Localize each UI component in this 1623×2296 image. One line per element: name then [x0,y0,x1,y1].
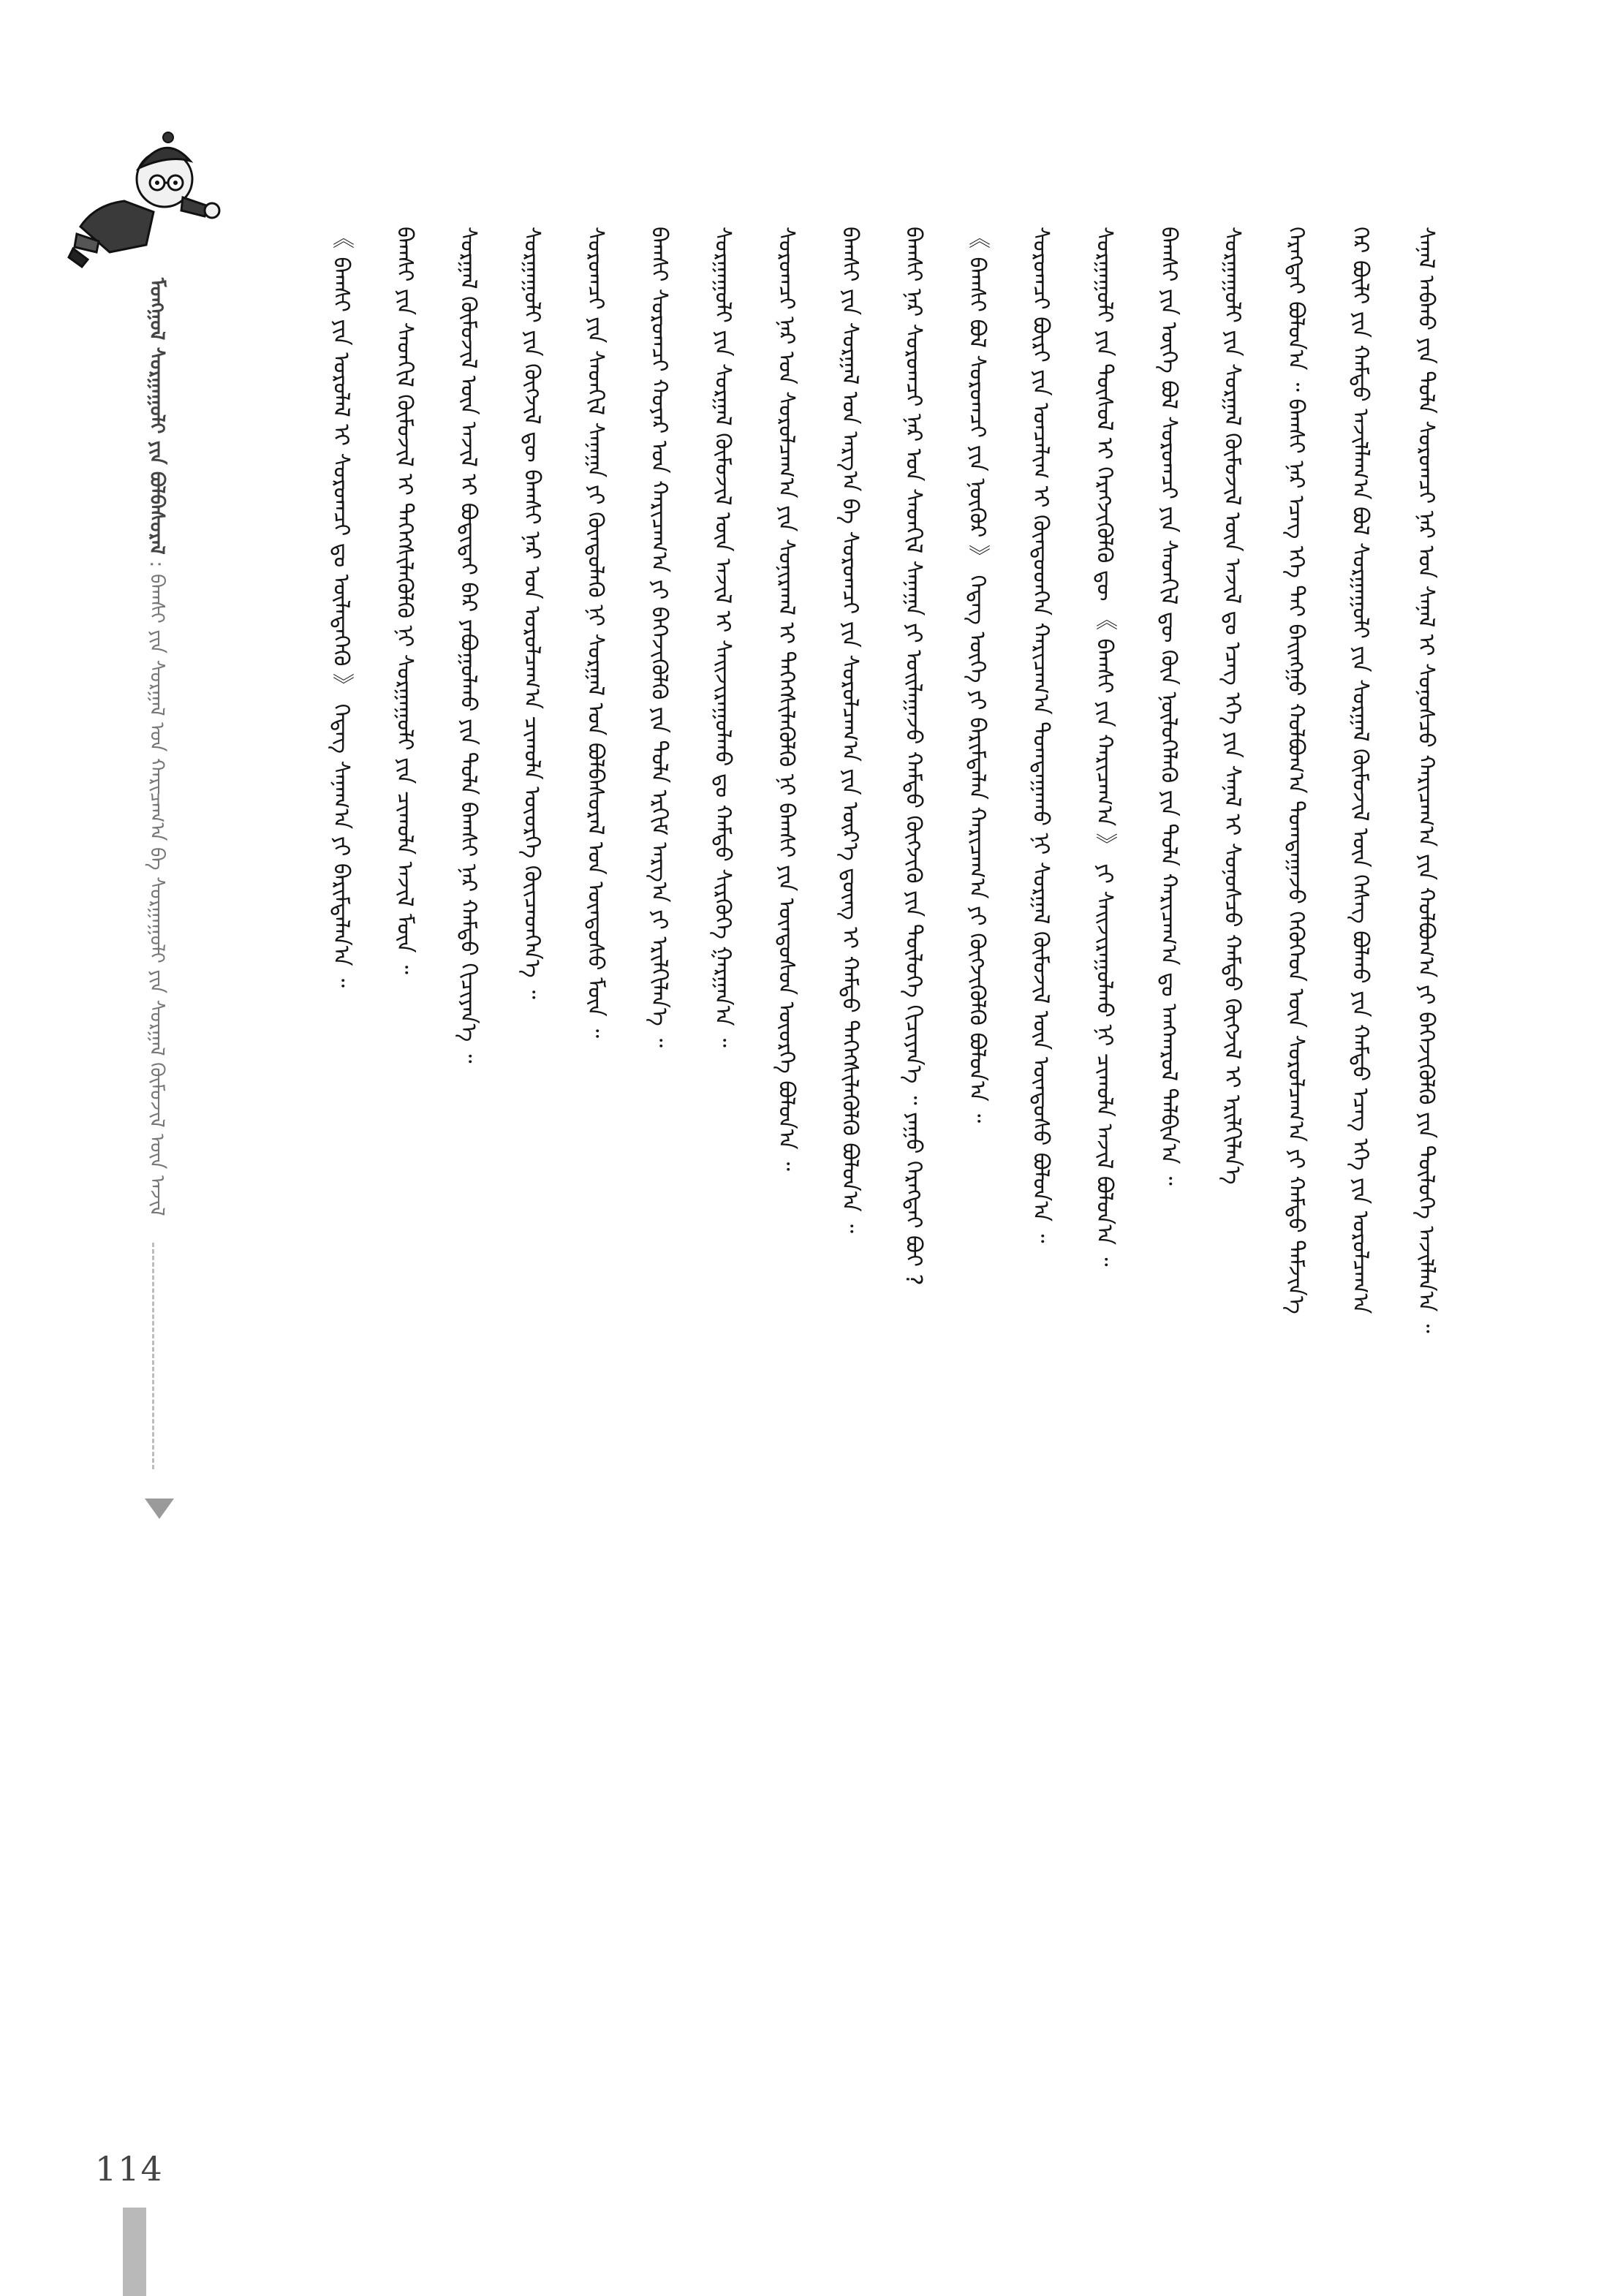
text-line: ᠪᠠᠭᠰᠢ ᠰᠤᠷᠤᠭᠴᠢ ᠬᠣᠶᠠᠷ ᠤᠨ ᠬᠠᠷᠢᠴᠠᠭ᠎ᠠ ᠶᠢ ᠪᠡᠬᠡᠵᠢᠭᠦᠯᠬᠦ ᠶᠢᠨ ᠲᠤᠯᠠ ᠡᠷᠬᠢᠮ ᠠᠷᠭ᠎ᠠ ᠶᠢ ᠡᠷᠢᠯᠬᠢᠯᠡᠨ᠎ᠡ ᠃ [646,227,672,1047]
text-line: ᠰᠤᠷᠭᠠᠭᠤᠯᠢ ᠶᠢᠨ ᠰᠤᠷᠭᠠᠯ ᠬᠦᠮᠦᠵᠢᠯ ᠦᠨ ᠠᠵᠢᠯ ᠢ ᠰᠠᠢᠵᠢᠷᠠᠭᠤᠯᠬᠤ ᠳᠤ ᠬᠠᠮᠲᠤ ᠰᠢᠷᠭᠦᠭᠡ ᠭᠠᠷᠭᠠᠨ᠎ᠠ ᠃ [710,227,735,1047]
page-edge-tab [123,2208,146,2296]
page-number: 114 [95,2149,164,2189]
text-line: ᠪᠠᠭᠰᠢ ᠶᠢᠨ ᠰᠡᠳᠬᠢᠯ ᠬᠦᠮᠦᠵᠢᠯ ᠢ ᠳᠡᠭᠡᠭᠰᠢᠯᠡᠭᠦᠯᠬᠦ ᠨᠢ ᠰᠤᠷᠭᠠᠭᠤᠯᠢ ᠶᠢᠨ ᠴᠢᠬᠤᠯᠠ ᠠᠵᠢᠯ ᠮᠥᠨ ᠃ [392,227,417,974]
header-subtitle: ᠪᠠᠭᠰᠢ ᠶᠢᠨ ᠰᠤᠷᠭᠠᠯ ᠤᠨ ᠬᠠᠷᠢᠴᠠᠭ᠎ᠠ ᠪᠠ ᠰᠤᠷᠭᠠᠭᠤᠯᠢ ᠶᠢᠨ ᠰᠤᠷᠭᠠᠯ ᠬᠦᠮᠦᠵᠢᠯ ᠦᠨ ᠠᠵᠢᠯ [145,573,168,1216]
header-separator: : [145,561,168,574]
text-line: ᠪᠠᠭᠰᠢ ᠶᠢᠨ ᠰᠤᠷᠭᠠᠯ ᠤᠨ ᠠᠷᠭ᠎ᠠ ᠪᠠ ᠰᠤᠷᠤᠭᠴᠢ ᠶᠢᠨ ᠰᠤᠷᠤᠯᠴᠠᠭ᠎ᠠ ᠶᠢᠨ ᠦᠷ᠎ᠡ ᠳ᠋ᠦᠩ ᠢ ᠬᠠᠮᠲᠤ ᠳᠡᠭᠡᠭᠰᠢᠯᠡᠭᠦᠯᠬᠦ ᠪᠣᠯᠤᠨ᠎ᠠ ᠃ [837,227,863,1233]
text-line: ᠪᠠᠭᠰᠢ ᠨᠠᠷ ᠰᠤᠷᠤᠭᠴᠢ ᠨᠠᠷ ᠤᠨ ᠰᠡᠳᠬᠢᠯ ᠰᠠᠨᠠᠭᠠ ᠶᠢ ᠣᠢᠯᠠᠭᠠᠵᠤ ᠬᠠᠮᠲᠤ ᠬᠥᠭᠵᠢᠬᠦ ᠶᠢᠨ ᠲᠥᠯᠥᠭᠡ ᠬᠢᠴᠢᠶᠡᠨ᠎ᠡ ᠃ ᠶᠠᠭᠤ ᠬᠡᠷᠡᠭᠲᠡᠢ ᠪᠤᠢ ? [901,227,926,1286]
body-text [219,227,1439,1981]
text-line: 《 ᠪᠠᠭᠰᠢ ᠶᠢᠨ ᠤᠷᠤᠯᠠᠯ ᠢ ᠰᠤᠷᠤᠭᠴᠢ ᠳᠤ ᠦᠯᠡᠳᠡᠭᠡᠬᠦ 》 ᠭᠡᠳᠡᠭ ᠰᠠᠨᠠᠭ᠎ᠠ ᠶᠢ ᠪᠠᠷᠢᠮᠲᠠᠯᠠᠨ᠎ᠠ ᠃ [328,227,354,988]
text-line: ᠰᠤᠷᠤᠭᠴᠢ ᠪᠦᠷᠢ ᠶᠢᠨ ᠣᠨᠴᠠᠯᠢᠭ ᠢ ᠬᠦᠨᠳᠦᠳᠬᠡᠨ ᠬᠠᠷᠢᠴᠠᠭ᠎ᠠ ᠲᠣᠭᠲᠠᠭᠠᠬᠤ ᠨᠢ ᠰᠤᠷᠭᠠᠯ ᠬᠦᠮᠦᠵᠢᠯ ᠦᠨ ᠦᠨᠳᠦᠰᠦ ᠪᠣᠯᠤᠨ᠎ᠠ ᠃ [1028,227,1053,1243]
text-line: ᠰᠠᠨᠠᠯ ᠠᠪᠬᠤ ᠶᠢᠨ ᠲᠤᠯᠠ ᠰᠤᠷᠤᠭᠴᠢ ᠨᠠᠷ ᠤᠨ ᠰᠠᠨᠠᠯ ᠢ ᠰᠣᠨᠣᠰᠴᠤ ᠬᠠᠷᠢᠴᠠᠭ᠎ᠠ ᠶᠢᠨ ᠬᠣᠯᠪᠣᠭ᠎ᠠ ᠶᠢ ᠪᠡᠬᠡᠵᠢᠭᠦᠯᠬᠦ ᠶᠢᠨ ᠲᠥᠯᠥᠭᠡ ᠠᠵᠢᠯᠯᠠᠨ᠎ᠠ ᠃ [1413,227,1439,1333]
text-line: ᠰᠤᠷᠭᠠᠭᠤᠯᠢ ᠶᠢᠨ ᠰᠤᠷᠭᠠᠯ ᠬᠦᠮᠦᠵᠢᠯ ᠦᠨ ᠠᠵᠢᠯ ᠳᠤ ᠡᠴᠡᠭ ᠡᠬᠡ ᠶᠢᠨ ᠰᠠᠨᠠᠯ ᠢ ᠰᠣᠨᠣᠰᠴᠤ ᠬᠠᠮᠲᠤ ᠬᠥᠭᠵᠢᠯ ᠢ ᠡᠷᠢᠯᠬᠢᠯᠡᠨ᠎ᠡ [1219,227,1245,1185]
text-line: ᠰᠤᠷᠭᠠᠭᠤᠯᠢ ᠶᠢᠨ ᠲᠥᠰᠦᠯ ᠢ ᠬᠡᠷᠡᠭᠵᠢᠭᠦᠯᠬᠦ ᠳᠦ 《 ᠪᠠᠭᠰᠢ ᠶᠢᠨ ᠬᠠᠷᠢᠴᠠᠭ᠎ᠠ 》 ᠶᠢ ᠰᠠᠢᠵᠢᠷᠠᠭᠤᠯᠬᠤ ᠨᠢ ᠴᠢᠬᠤᠯᠠ ᠠᠵᠢᠯ ᠪᠣᠯᠤᠨ᠎ᠠ ᠃ [1092,227,1117,1267]
text-line: ᠬᠡᠷᠡᠭᠲᠡᠢ ᠪᠣᠯᠤᠨ᠎ᠠ ᠃ ᠪᠠᠭᠰᠢ ᠨᠠᠷ ᠡᠴᠡᠭ ᠡᠬᠡ ᠲᠡᠢ ᠪᠠᠢᠩᠭᠤ ᠬᠣᠯᠪᠣᠭ᠎ᠠ ᠲᠣᠭᠲᠠᠭᠠᠵᠤ ᠬᠡᠭᠦᠬᠡᠳ ᠦᠨ ᠰᠤᠷᠤᠯᠴᠠᠭ᠎ᠠ ᠶᠢ ᠬᠠᠮᠲᠤ ᠳᠡᠮᠵᠢᠨ᠎ᠡ [1283,227,1309,1314]
text-line: ᠰᠤᠷᠤᠭᠴᠢ ᠨᠠᠷ ᠤᠨ ᠰᠤᠷᠤᠯᠴᠠᠭ᠎ᠠ ᠶᠢᠨ ᠰᠣᠨᠢᠷᠬᠠᠯ ᠢ ᠳᠡᠭᠡᠭᠰᠢᠯᠡᠭᠦᠯᠬᠦ ᠨᠢ ᠪᠠᠭᠰᠢ ᠶᠢᠨ ᠦᠨᠳᠦᠰᠦᠨ ᠦᠦᠷᠭᠡ ᠪᠣᠯᠤᠨ᠎ᠠ ᠃ [773,227,799,1171]
header-dashed-divider [152,1243,154,1469]
running-header [110,190,175,1360]
text-line: ᠭᠡᠷ ᠪᠦᠯᠢ ᠶᠢᠨ ᠬᠠᠮᠲᠤ ᠠᠵᠢᠯᠯᠠᠭ᠎ᠠ ᠪᠣᠯ ᠰᠤᠷᠭᠠᠭᠤᠯᠢ ᠶᠢᠨ ᠰᠤᠷᠭᠠᠯ ᠬᠦᠮᠦᠵᠢᠯ ᠦᠨ ᠬᠡᠰᠡᠭ ᠪᠣᠯᠬᠤ ᠶᠢᠨ ᠬᠠᠮᠲᠤ ᠡᠴᠡᠭ ᠡᠬᠡ ᠶᠢᠨ ᠣᠷᠤᠯᠴᠠᠭ᠎ᠠ [1347,227,1373,1314]
header-title-text [143,278,170,1216]
text-line: ᠪᠠᠭᠰᠢ ᠶᠢᠨ ᠦᠭᠡ ᠪᠣᠯ ᠰᠤᠷᠤᠭᠴᠢ ᠶᠢᠨ ᠰᠡᠳᠬᠢᠯ ᠳᠦ ᠭᠦᠨ ᠨᠥᠯᠥᠭᠡᠯᠡᠬᠦ ᠶᠢᠨ ᠲᠤᠯᠠ ᠬᠠᠷᠢᠴᠠᠭ᠎ᠠ ᠳᠤ ᠠᠩᠬᠠᠷᠤᠯ ᠲᠠᠯᠪᠢᠨ᠎ᠠ ᠃ [1156,227,1181,1186]
text-line: ᠰᠤᠷᠤᠭᠴᠢ ᠶᠢᠨ ᠰᠡᠳᠬᠢᠯ ᠰᠠᠨᠠᠭᠠ ᠶᠢ ᠬᠦᠨᠳᠦᠯᠡᠬᠦ ᠨᠢ ᠰᠤᠷᠭᠠᠯ ᠤᠨ ᠪᠣᠯᠪᠠᠰᠤᠷᠠᠯ ᠤᠨ ᠦᠨᠳᠦᠰᠦ ᠮᠥᠨ ᠃ [583,227,608,1038]
header-title: ᠮᠣᠩᠭᠣᠯ ᠰᠤᠷᠭᠠᠭᠤᠯᠢ ᠶᠢᠨ ᠪᠣᠯᠪᠠᠰᠤᠷᠠᠯ [145,278,168,555]
triangle-marker-icon [145,1499,174,1519]
text-line: ᠰᠤᠷᠭᠠᠭᠤᠯᠢ ᠶᠢᠨ ᠬᠥᠭᠵᠢᠯ ᠳᠦ ᠪᠠᠭᠰᠢ ᠨᠠᠷ ᠤᠨ ᠣᠷᠤᠯᠴᠠᠭ᠎ᠠ ᠴᠢᠬᠤᠯᠠ ᠦᠦᠷᠭᠡ ᠭᠦᠢᠴᠡᠳᠬᠡᠨ᠎ᠡ ᠃ [519,227,545,999]
text-line: ᠰᠤᠷᠭᠠᠯ ᠬᠦᠮᠦᠵᠢᠯ ᠦᠨ ᠠᠵᠢᠯ ᠢ ᠪᠣᠳᠢᠲᠠᠢ ᠪᠡᠷ ᠶᠠᠪᠤᠭᠤᠯᠬᠤ ᠶᠢᠨ ᠲᠤᠯᠠ ᠪᠠᠭᠰᠢ ᠨᠠᠷ ᠬᠠᠮᠲᠤ ᠬᠢᠴᠢᠶᠡᠨ᠎ᠡ ᠃ [455,227,481,1064]
text-line: 《 ᠪᠠᠭᠰᠢ ᠪᠣᠯ ᠰᠤᠷᠤᠭᠴᠢ ᠶᠢᠨ ᠨᠥᠬᠥᠷ 》 ᠭᠡᠳᠡᠭ ᠦᠭᠡ ᠶᠢ ᠪᠠᠷᠢᠮᠲᠠᠯᠠᠨ ᠬᠠᠷᠢᠴᠠᠭ᠎ᠠ ᠶᠢ ᠬᠥᠭᠵᠢᠭᠦᠯᠬᠦ ᠪᠣᠯᠤᠨ᠎ᠠ ᠃ [964,227,990,1124]
